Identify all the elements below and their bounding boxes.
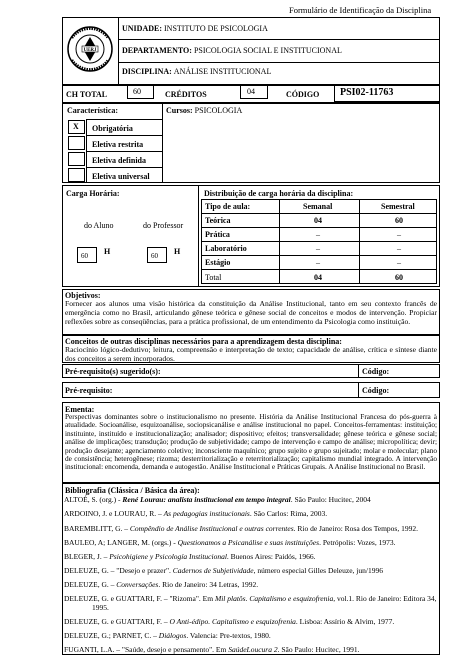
dist-row-label: Total: [205, 273, 222, 282]
option-obrigatoria: Obrigatória: [92, 124, 133, 133]
objetivos-text: Fornecer aos alunos uma visão histórica da constituição da Análise Institucional, tanto em seu contexto francês de emergência como no Brasil, articulando gênese teórica e gênese social de conceitos e modos de intervenção. Propiciar reflexões sobre as conseqüências, para a prática profissional, de um entendimento da Psicologia como instituição.: [65, 299, 437, 327]
dist-row-semanal: –: [316, 230, 320, 239]
conceitos-label: Conceitos de outras disciplinas necessários para a aprendizagem desta disciplina:: [65, 337, 342, 346]
aluno-hours-value: 60: [81, 252, 88, 260]
aluno-label: do Aluno: [84, 221, 114, 230]
dist-row-semanal: –: [316, 258, 320, 267]
ementa-label: Ementa:: [65, 405, 95, 414]
prerequisito-sugerido-codigo: Código:: [362, 367, 390, 376]
professor-hours-unit: H: [174, 247, 181, 256]
reference-item: ARDOINO, J. e LOURAU, R. – As pedagogias institucionais. São Carlos: Rima, 2003.: [64, 509, 328, 518]
option-eletiva-definida: Eletiva definida: [92, 156, 147, 165]
dist-row-label: Teórica: [205, 216, 231, 225]
prerequisito-label: Pré-requisito:: [65, 386, 113, 395]
creditos-label: CRÉDITOS: [165, 90, 207, 99]
form-title: Formulário de Identificação da Disciplina: [289, 5, 432, 15]
reference-item: BAULEO, A; LANGER, M. (orgs.) - Questionamos a Psicanálise e suas instituições. Petrópolis: Vozes, 1973.: [64, 538, 396, 547]
dist-row-semestral: –: [397, 258, 401, 267]
disciplina-row: DISCIPLINA: ANÁLISE INSTITUCIONAL: [122, 67, 272, 76]
bibliografia-label: Bibliografia (Clássica / Básica da área):: [65, 486, 200, 495]
dist-header-semestral: Semestral: [381, 202, 415, 211]
aluno-hours-unit: H: [104, 247, 111, 256]
reference-item: ALTOÉ, S. (org.) - René Lourau: analista institucional em tempo integral. São Paulo: Hucitec, 2004: [64, 495, 371, 504]
dist-row-semestral: –: [397, 244, 401, 253]
dist-row-label: Estágio: [205, 258, 231, 267]
dist-header-semanal: Semanal: [303, 202, 333, 211]
prerequisito-codigo: Código:: [362, 386, 390, 395]
professor-hours-value: 60: [151, 252, 158, 260]
option-eletiva-universal: Eletiva universal: [92, 172, 150, 181]
reference-item: BAREMBLITT, G. – Compêndio de Análise Institucional e outras correntes. Rio de Janeiro: Rosa dos Tempos, 1992.: [64, 524, 418, 533]
checkbox-eletiva-definida[interactable]: [68, 152, 85, 166]
dist-row-label: Laboratório: [205, 244, 247, 253]
dist-row-label: Prática: [205, 230, 230, 239]
reference-item: BLEGER, J. – Psicohigiene y Psicología Institucional. Buenos Aires: Paidós, 1966.: [64, 552, 316, 561]
uerj-logo: [66, 20, 114, 82]
dist-row-semestral: 60: [395, 216, 403, 225]
caracteristica-label: Característica:: [67, 106, 119, 115]
creditos-value: 04: [247, 87, 255, 96]
checkbox-eletiva-restrita[interactable]: [68, 136, 85, 150]
reference-item: DELEUZE, G.; PARNET, C. – Diálogos. Valencia: Pre-textos, 1980.: [64, 631, 271, 640]
dist-row-semanal: 04: [314, 216, 322, 225]
carga-label: Carga Horária:: [66, 189, 120, 198]
ementa-text: Perspectivas dominantes sobre o institucionalismo no presente. História da Análise Institucional Francesa do pós-guerra à atualidade. Socioanálise, esquizoanálise, sociopsicanálise e análise institucional no papel. Conceitos-ferramentas: instituição; instituinte, instituído e institucionalização; analisador; dispositivo; efeitos; transversalidade; gênese teórica e gênese social; análise de implicações; transdução; produção de subjetividade; campo de intervenção e campo de análise; micropolítica; devir; produção desejante; agenciamento coletivo; inconsciente maquínico; grupo sujeito e grupo sujeitado; molar e molecular; plano de consistência; heterogênese; rizoma; desterritorialização e reterritorialização; capitalismo mundial integrado. A intervenção institucional: encomenda, demanda e autogestão. Análise Institucional e Práticas Grupais. A Análise Institucional no Brasil.: [65, 412, 437, 472]
distribuicao-title: Distribuição de carga horária da disciplina:: [204, 189, 354, 198]
check-mark: X: [73, 122, 79, 131]
reference-item: FUGANTI, L.A. – "Saúde, desejo e pensamento". Em SaúdeLoucura 2. São Paulo: Hucitec, 1991.: [64, 645, 360, 654]
prerequisito-sugerido-label: Pré-requisito(s) sugerido(s):: [65, 367, 161, 376]
dist-row-semanal: –: [316, 244, 320, 253]
cursos-row: Cursos: PSICOLOGIA: [166, 106, 243, 115]
departamento-row: DEPARTAMENTO: PSICOLOGIA SOCIAL E INSTITUCIONAL: [122, 46, 342, 55]
codigo-value: PSI02-11763: [340, 87, 394, 98]
option-eletiva-restrita: Eletiva restrita: [92, 140, 144, 149]
reference-item: DELEUZE, G. – "Desejo e prazer". Cadernos de Subjetividade, número especial Gilles Deleuze, jun/1996: [64, 566, 383, 575]
professor-label: do Professor: [143, 221, 184, 230]
reference-item-continuation: 1995.: [92, 603, 109, 612]
dist-row-semanal: 04: [314, 273, 322, 282]
unidade-row: UNIDADE: INSTITUTO DE PSICOLOGIA: [122, 24, 268, 33]
codigo-label: CÓDIGO: [286, 90, 320, 99]
ch-total-label: CH TOTAL: [66, 90, 108, 99]
ch-total-value: 60: [133, 87, 141, 96]
reference-item: DELEUZE, G. e GUATTARI, F. – "Rizoma". Em Mil platôs. Capitalismo e esquizofrenia, vol.1. Rio de Janeiro: Editora 34,: [64, 594, 437, 603]
dist-header-tipo: Tipo de aula:: [205, 202, 251, 211]
checkbox-eletiva-universal[interactable]: [68, 168, 85, 182]
objetivos-label: Objetivos:: [65, 291, 101, 300]
reference-item: DELEUZE, G. e GUATTARI, F. – O Anti-édipo. Capitalismo e esquizofrenia. Lisboa: Assírio & Alvim, 1977.: [64, 617, 395, 626]
svg-text:UERJ: UERJ: [83, 48, 97, 53]
dist-row-semestral: 60: [395, 273, 403, 282]
conceitos-text: Raciocínio lógico-dedutivo; leitura, compreensão e interpretação de texto; capacidade de análise, crítica e síntese diante dos conceitos a serem incorporados.: [65, 345, 437, 364]
dist-row-semestral: –: [397, 230, 401, 239]
reference-item: DELEUZE, G. – Conversações. Rio de Janeiro: 34 Letras, 1992.: [64, 580, 259, 589]
